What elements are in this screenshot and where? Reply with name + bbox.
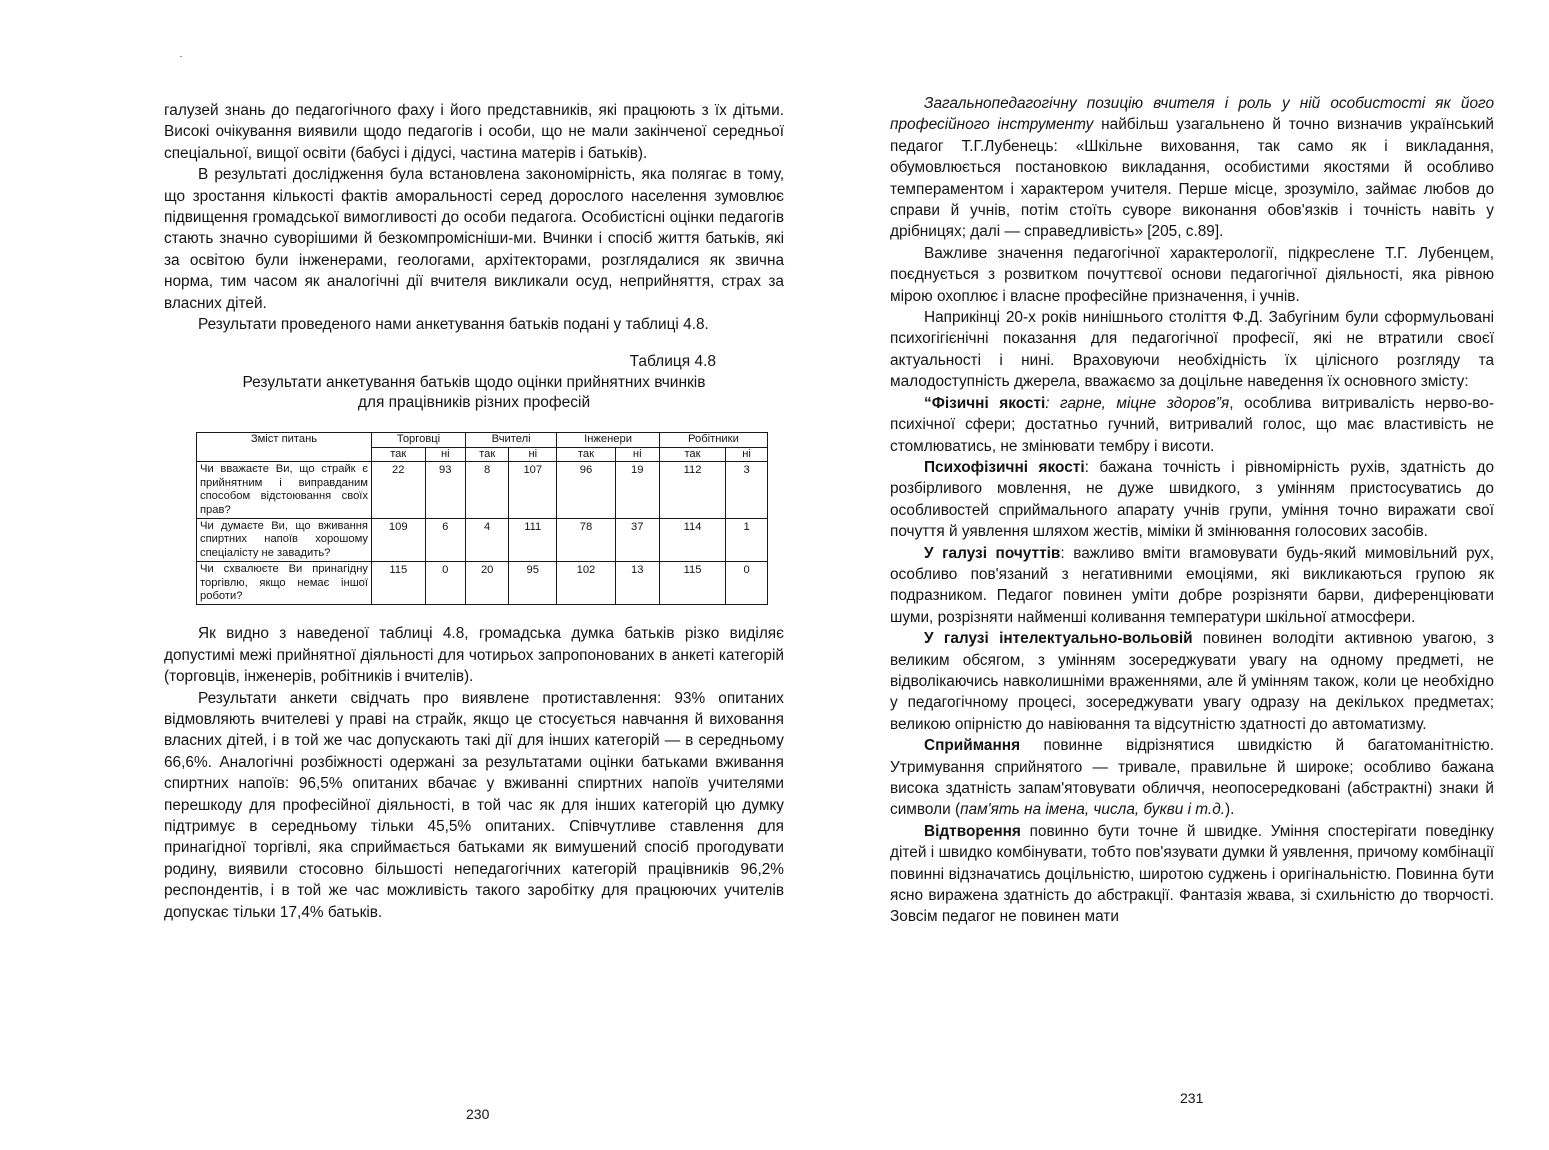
group-header: Торговці [372, 433, 466, 447]
paragraph [890, 628, 1494, 735]
value-cell: 107 [509, 462, 557, 519]
paragraph: галузей знань до педагогічного фаху і його представників, які працюють з їх дітьми. Високі очікування виявили щодо педагогів і особи, що не мали закінченої середньої спеціальної, вищої освіти (бабусі і дідусі, частина матерів і батьків). [164, 102, 784, 162]
value-cell: 6 [425, 518, 466, 561]
value-cell: 93 [425, 462, 466, 519]
subheader-no: ні [615, 447, 659, 461]
table-number: Таблиця 4.8 [629, 353, 716, 371]
section-label: “Фізичні якості [924, 394, 1046, 412]
subheader-no: ні [726, 447, 768, 461]
value-cell: 3 [726, 462, 768, 519]
text-run: повинне відрізнятися швидкістю й багатоманітністю. Утримування сприйнятого — тривале, правильне й широке; особливо бажана висока здатність запам'ятовувати обличчя, неопосередковані (абстрактні) знаки й символи ( [890, 737, 1494, 819]
value-cell: 13 [615, 562, 659, 605]
value-cell: 20 [466, 562, 509, 605]
paragraph: Результати проведеного нами анкетування батьків подані у таблиці 4.8. [198, 316, 709, 334]
right-page [790, 0, 1549, 1150]
paragraph: В результаті дослідження була встановлена закономірність, яка полягає в тому, що зростання кількості фактів аморальності серед дорослого населення зумовлює підвищення громадської вимогливості до особи педагога. Особистісні оцінки педагогів стають значно суворішими й безкомпромісніши-ми. Вчинки і спосіб життя батьків, які за освітою були інженерами, геологами, архітекторами, розглядалися як звична норма, тим часом як аналогічні дії вчителя викликали осуд, неприйняття, страх за власних дітей. [164, 166, 784, 312]
value-cell: 4 [466, 518, 509, 561]
text-run: найбільш узагальнено й точно визначив український педагог Т.Г.Лубенець: «Шкільне виховання, так само як і викладання, обумовлюється постановкою викладання, особистими якостями й особливо темпераментом і характером учителя. Перше місце, зрозуміло, займає любов до справи й учнів, потім стоїть суворе виконання обов'язків і точність навіть у дрібницях; далі — справедливість» [205, с.89]. [890, 116, 1494, 241]
subheader-yes: так [659, 447, 725, 461]
paragraph [890, 93, 1494, 243]
question-cell: Чи схвалюєте Ви принагідну торгівлю, якщо немає іншої роботи? [197, 562, 372, 605]
paragraph: Наприкінці 20-х років нинішнього століття Ф.Д. Забугіним були сформульовані психогігієнічні показання для педагогічної професії, які не втратили своєї актуальності і нині. Враховуючи необхідність їх цілісного розгляду та малодоступність джерела, вважаємо за доцільне наведення їх основного змісту: [890, 309, 1494, 391]
value-cell: 111 [509, 518, 557, 561]
value-cell: 1 [726, 518, 768, 561]
table-row [197, 562, 768, 605]
question-cell: Чи вважаєте Ви, що страйк є прийнятним і виправданим способом відстоювання своїх прав? [197, 462, 372, 519]
section-label: Сприймання [924, 737, 1021, 755]
table-title-line: Результати анкетування батьків щодо оцінки прийнятних вчинків [242, 374, 706, 392]
value-cell: 95 [509, 562, 557, 605]
text-run: повинен володіти активною увагою, з великим обсягом, з умінням зосереджувати увагу на одному предметі, не відволікаючись навколишніми враженнями, але й умінням також, коли це необхідно у педагогічному процесі, зосереджувати увагу одразу на декількох предметах; великою опірністю до навіювання та відсутністю здатності до автоматизму. [890, 630, 1494, 733]
subheader-no: ні [425, 447, 466, 461]
value-cell: 109 [372, 518, 426, 561]
paragraph [890, 821, 1494, 928]
value-cell: 78 [557, 518, 615, 561]
section-label: У галузі інтелектуально-вольовій [924, 630, 1193, 648]
section-label: У галузі почуттів [924, 544, 1061, 562]
value-cell: 112 [659, 462, 725, 519]
subheader-yes: так [466, 447, 509, 461]
group-header: Робітники [659, 433, 767, 447]
italic-phrase: пам'ять на імена, числа, букви і т.д. [960, 801, 1225, 819]
value-cell: 96 [557, 462, 615, 519]
value-cell: 8 [466, 462, 509, 519]
value-cell: 102 [557, 562, 615, 605]
subheader-yes: так [557, 447, 615, 461]
page-number: 230 [466, 1106, 490, 1122]
group-header: Інженери [557, 433, 660, 447]
paragraph: Результати анкети свідчать про виявлене протиставлення: 93% опитаних відмовляють вчителеві у праві на страйк, якщо це стосується навчання й виховання власних дітей, і в той же час допускають такі дії для інших категорій — в середньому 66,6%. Аналогічні розбіжності одержані за результатами оцінки батьками вживання спиртних напоїв: 96,5% опитаних вбачає у вживанні спиртних напоїв учителями перешкоду для професійної діяльності, в той час як для інших категорій цю думку підтримує в середньому тільки 45,5% опитаних. Співчутливе ставлення для принагідної торгівлі, яка сприймається батьками як вимушений спосіб прогодувати родину, виявили стосовно більшості непедагогічних категорій працівників 96,2% респондентів, і в той же час можливість такого заробітку для працюючих учителів допускає тільки 17,4% батьків. [164, 689, 784, 921]
subheader-yes: так [372, 447, 426, 461]
paragraph [890, 735, 1494, 821]
table-row [197, 518, 768, 561]
paragraph [890, 543, 1494, 629]
page-number: 231 [1180, 1090, 1204, 1106]
question-cell: Чи думаєте Ви, що вживання спиртних напоїв хорошому спеціалісту не завадить? [197, 518, 372, 561]
paragraph: Важливе значення педагогічної характерології, підкреслене Т.Г. Лубенцем, поєднується з розвитком почуттєвої основи педагогічної діяльності, яка рівною мірою охоплює і власне професійне призначення, і учнів. [890, 244, 1494, 305]
table-header-row [197, 433, 768, 447]
paragraph [890, 393, 1494, 457]
group-header: Вчителі [466, 433, 557, 447]
value-cell: 19 [615, 462, 659, 519]
value-cell: 115 [659, 562, 725, 605]
paragraph [890, 457, 1494, 543]
survey-table [196, 432, 768, 605]
italic-phrase: Загальнопедагогічну позицію вчителя і роль у ній особистості як його професійного інструменту [890, 95, 1494, 134]
section-label: Психофізичні якості [924, 458, 1085, 476]
table-title-line: для працівників різних професій [357, 394, 591, 412]
text-run: ). [1225, 801, 1235, 819]
table-row [197, 462, 768, 519]
italic-phrase: : гарне, міцне здоров”я [1045, 394, 1230, 412]
text-run: : бажана точність і рівномірність рухів, здатність до розбірливого мовлення, не дуже швидкого, з умінням пристосуватись до особливостей сприймального апарату учнів групи, уміння точно виражати свої почуття й уявлення шляхом жестів, міміки й змінювання голосових засобів. [890, 458, 1495, 541]
paragraph: Як видно з наведеної таблиці 4.8, громадська думка батьків різко виділяє допустимі межі прийнятної діяльності для чотирьох запропонованих в анкеті категорій (торговців, інженерів, робітників і вчителів). [164, 625, 784, 686]
value-cell: 22 [372, 462, 426, 519]
value-cell: 115 [372, 562, 426, 605]
table-title [164, 373, 784, 413]
section-label: Відтворення [924, 822, 1021, 840]
question-column-header: Зміст питань [197, 433, 372, 462]
subheader-no: ні [509, 447, 557, 461]
text-run: : важливо вміти вгамовувати будь-який мимовільний рух, особливо пов'язаний з негативними емоціями, які викликаються групою як подразником. Педагог повинен уміти добре розрізняти барви, диференціювати шуми, розрізняти найменші коливання температури шкільної атмосфери. [890, 544, 1494, 626]
left-page-text [164, 100, 784, 923]
right-page-text [890, 93, 1494, 928]
text-run: повинно бути точне й швидке. Уміння спостерігати поведінку дітей і швидко комбінувати, тобто пов'язувати думки й уявлення, причому комбінації повинні відзначатись доцільністю, широтою суджень і оригінальністю. Повинна бути ясно виражена здатність до абстракції. Фантазія жвава, зі схильністю до творчості. Зовсім педагог не повинен мати [890, 822, 1494, 926]
value-cell: 0 [425, 562, 466, 605]
value-cell: 0 [726, 562, 768, 605]
value-cell: 114 [659, 518, 725, 561]
value-cell: 37 [615, 518, 659, 561]
text-run: , особлива витривалість нерво-во-психічної сфери; достатньо гучний, витривалий голос, що має властивість не стомлюватись, не змінювати тембру і висоти. [890, 394, 1494, 455]
